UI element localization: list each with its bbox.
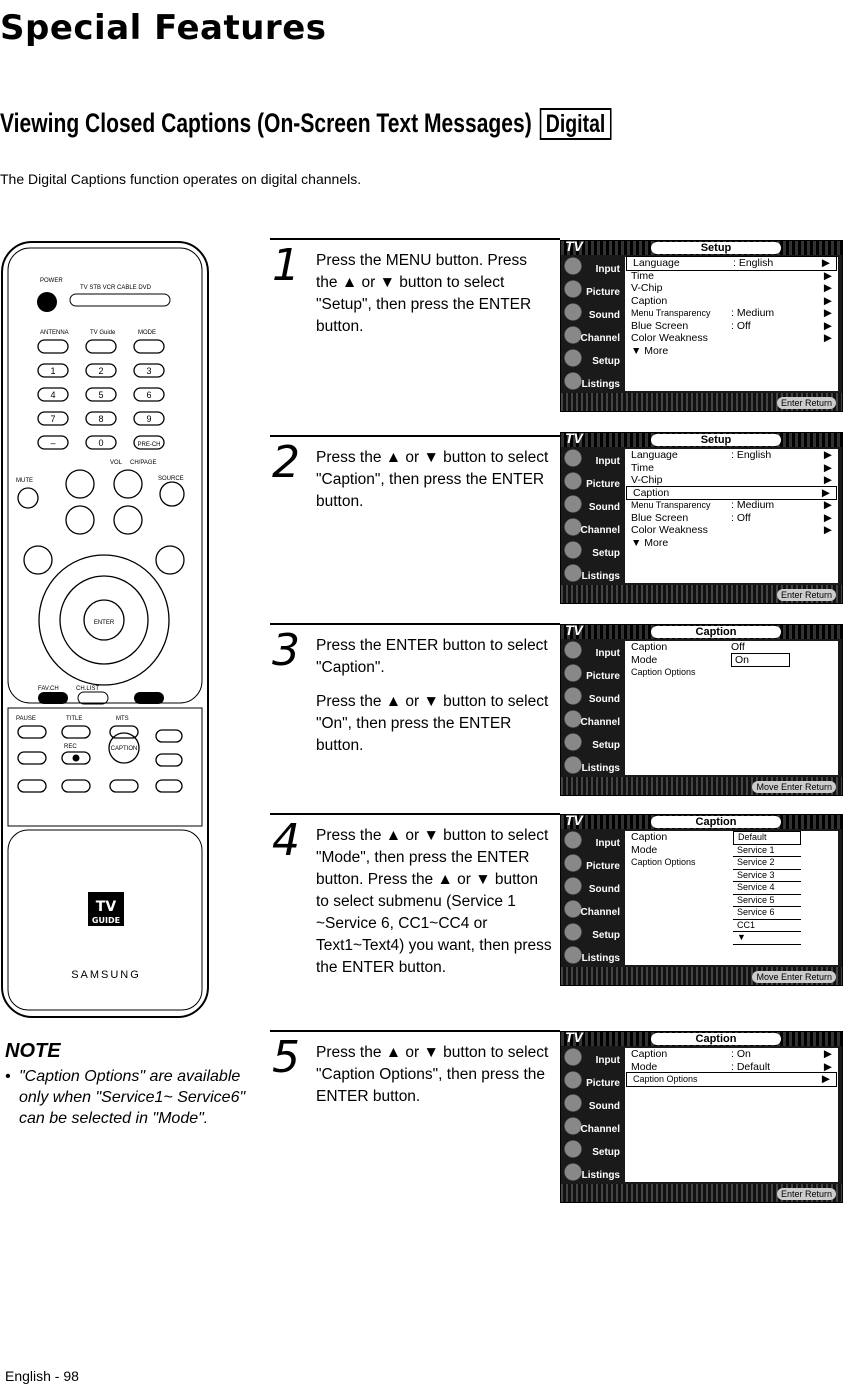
step-description: Press the ▲ or ▼ button to select "Caption", then press the ENTER button. bbox=[316, 449, 549, 510]
osd-sidebar-item-channel: Channel bbox=[561, 708, 623, 731]
remote-pause-label: PAUSE bbox=[16, 716, 36, 722]
osd-row-value: : Medium bbox=[731, 499, 775, 511]
osd-sidebar-item-listings: Listings bbox=[561, 754, 623, 777]
osd-sidebar-item-channel: Channel bbox=[561, 898, 623, 921]
remote-chpage-label: CH/PAGE bbox=[130, 460, 157, 466]
remote-key-7: 7 bbox=[50, 414, 56, 424]
osd-menu-row bbox=[625, 282, 838, 295]
note-text bbox=[5, 1066, 250, 1129]
osd-setup-2 bbox=[560, 432, 843, 604]
step-description: Press the ▲ or ▼ button to select "Mode", then press the ENTER button. Press the ▲ or ▼ button to select submenu (Service 1 ~Service 6, CC1~CC4 or Text1~Text4) you want, then press the ENTER button. bbox=[316, 827, 552, 976]
osd-menu-title: Caption bbox=[651, 626, 781, 638]
page-heading bbox=[0, 108, 612, 140]
osd-row-value: : English bbox=[733, 257, 774, 269]
osd-row-arrow-icon: ▶ bbox=[823, 319, 832, 332]
osd-row-label: Caption Options bbox=[631, 857, 696, 867]
osd-sidebar-item-input: Input bbox=[561, 1046, 623, 1069]
remote-key-9: 9 bbox=[146, 414, 152, 424]
osd-sidebar-item-sound: Sound bbox=[561, 875, 623, 898]
osd-menu-panel bbox=[625, 257, 838, 391]
osd-header-bar bbox=[561, 1032, 842, 1046]
osd-row-value: : Default bbox=[731, 1060, 771, 1073]
osd-footer-bar bbox=[561, 777, 842, 795]
osd-row-label: Color Weakness bbox=[631, 524, 708, 536]
osd-menu-row bbox=[625, 295, 838, 308]
osd-menu-row bbox=[625, 499, 838, 512]
osd-row-arrow-icon: ▶ bbox=[823, 449, 832, 461]
remote-title-label: TITLE bbox=[66, 716, 83, 722]
osd-sidebar-item-listings: Listings bbox=[561, 944, 623, 967]
osd-header-bar bbox=[561, 815, 842, 829]
note-body: "Caption Options" are available only when "Service1~ Service6" can be selected in "Mode". bbox=[19, 1068, 246, 1127]
osd-header-bar bbox=[561, 433, 842, 447]
remote-key-3: 3 bbox=[146, 366, 152, 376]
osd-sidebar-item-input: Input bbox=[561, 447, 623, 470]
osd-sidebar-item-setup: Setup bbox=[561, 921, 623, 944]
remote-key-prech: PRE-CH bbox=[137, 442, 161, 448]
step-number: 5 bbox=[272, 1032, 300, 1083]
osd-row-label: ▼ More bbox=[631, 344, 669, 357]
osd-footer-bar bbox=[561, 393, 842, 411]
osd-row-arrow-icon: ▶ bbox=[823, 1048, 832, 1060]
osd-menu-panel bbox=[625, 641, 838, 775]
osd-row-label: Blue Screen bbox=[631, 511, 689, 524]
osd-sidebar bbox=[561, 255, 623, 395]
remote-source-label: SOURCE bbox=[158, 476, 184, 482]
remote-caption-label: CAPTION bbox=[110, 746, 138, 752]
osd-sidebar-item-listings: Listings bbox=[561, 370, 623, 393]
osd-row-label: Time bbox=[631, 269, 654, 282]
osd-menu-row bbox=[625, 666, 838, 679]
osd-footer-bar bbox=[561, 585, 842, 603]
osd-row-label: Color Weakness bbox=[631, 332, 708, 344]
remote-brand: SAMSUNG bbox=[71, 969, 141, 981]
osd-row-arrow-icon: ▶ bbox=[823, 294, 832, 307]
remote-mode-label: MODE bbox=[138, 330, 156, 336]
page-footer: English - 98 bbox=[5, 1368, 79, 1384]
osd-sidebar-item-picture: Picture bbox=[561, 470, 623, 493]
tv-guide-logo bbox=[88, 892, 124, 926]
remote-tvguide-label: TV Guide bbox=[90, 330, 116, 336]
osd-sidebar-item-sound: Sound bbox=[561, 685, 623, 708]
osd-row-label: Caption bbox=[631, 831, 668, 843]
osd-menu-row bbox=[625, 856, 838, 869]
remote-key-8: 8 bbox=[98, 414, 104, 424]
osd-tv-logo: TV bbox=[565, 624, 583, 638]
osd-row-label: Mode bbox=[631, 843, 658, 856]
osd-menu-row bbox=[625, 449, 838, 462]
osd-sidebar-item-setup: Setup bbox=[561, 1138, 623, 1161]
svg-text:GUIDE: GUIDE bbox=[91, 916, 121, 925]
osd-mode-option: Service 4 bbox=[733, 882, 801, 895]
note-title: NOTE bbox=[5, 1040, 61, 1062]
osd-row-arrow-icon: ▶ bbox=[823, 499, 832, 511]
osd-menu-row bbox=[625, 1048, 838, 1061]
osd-menu-title: Caption bbox=[651, 816, 781, 828]
intro-text: The Digital Captions function operates on digital channels. bbox=[0, 171, 362, 187]
osd-row-label: V-Chip bbox=[631, 474, 663, 486]
osd-menu-panel bbox=[625, 449, 838, 583]
svg-text:TV: TV bbox=[95, 899, 117, 915]
osd-row-value: Off bbox=[731, 641, 745, 653]
osd-row-arrow-icon: ▶ bbox=[823, 511, 832, 524]
osd-footer-hints: Enter Return bbox=[777, 589, 836, 601]
osd-sidebar-item-listings: Listings bbox=[561, 562, 623, 585]
remote-favch-label: FAV.CH bbox=[38, 686, 59, 692]
osd-row-label: Menu Transparency bbox=[631, 500, 711, 510]
step-description: Press the MENU button. Press the ▲ or ▼ button to select "Setup", then press the ENTER button. bbox=[316, 252, 532, 335]
osd-row-label: Caption bbox=[631, 294, 668, 307]
osd-row-arrow-icon: ▶ bbox=[823, 269, 832, 282]
osd-tv-logo: TV bbox=[565, 240, 583, 254]
osd-sidebar-item-picture: Picture bbox=[561, 1069, 623, 1092]
osd-menu-row bbox=[627, 1073, 836, 1086]
osd-mode-option: CC1 bbox=[733, 920, 801, 933]
osd-menu-row bbox=[625, 537, 838, 550]
osd-sidebar-item-picture: Picture bbox=[561, 852, 623, 875]
osd-menu-row bbox=[625, 654, 838, 667]
osd-menu-row bbox=[625, 345, 838, 358]
osd-menu-title: Setup bbox=[651, 434, 781, 446]
osd-row-label: Language bbox=[633, 257, 680, 269]
osd-row-label: Menu Transparency bbox=[631, 308, 711, 318]
osd-row-label: Caption Options bbox=[631, 667, 696, 677]
osd-mode-option: Service 2 bbox=[733, 857, 801, 870]
osd-tv-logo: TV bbox=[565, 432, 583, 446]
remote-key-4: 4 bbox=[50, 390, 56, 400]
remote-antenna-label: ANTENNA bbox=[40, 330, 69, 336]
osd-sidebar-item-setup: Setup bbox=[561, 539, 623, 562]
osd-row-label: ▼ More bbox=[631, 536, 669, 549]
remote-sources-label: TV STB VCR CABLE DVD bbox=[80, 285, 152, 291]
digital-badge: Digital bbox=[540, 108, 612, 140]
step-number: 3 bbox=[272, 625, 300, 676]
osd-menu-panel bbox=[625, 1048, 838, 1182]
osd-row-arrow-icon: ▶ bbox=[821, 486, 830, 499]
osd-row-value: : Off bbox=[731, 511, 751, 524]
osd-row-arrow-icon: ▶ bbox=[823, 524, 832, 536]
osd-footer-hints: Enter Return bbox=[777, 397, 836, 409]
osd-header-bar bbox=[561, 625, 842, 639]
osd-mode-option: Default bbox=[733, 831, 801, 845]
step-number: 2 bbox=[272, 437, 300, 488]
step-description: Press the ENTER button to select "Caption". Press the ▲ or ▼ button to select "On", then press the ENTER button. bbox=[316, 637, 549, 754]
remote-rec-label: REC bbox=[64, 744, 77, 750]
osd-menu-row bbox=[625, 307, 838, 320]
remote-enter-label: ENTER bbox=[93, 620, 115, 626]
osd-sidebar-item-input: Input bbox=[561, 255, 623, 278]
osd-caption-3 bbox=[560, 624, 843, 796]
osd-menu-row bbox=[625, 512, 838, 525]
osd-row-arrow-icon: ▶ bbox=[823, 1060, 832, 1073]
osd-row-value: : Medium bbox=[731, 307, 775, 319]
osd-menu-row bbox=[625, 831, 838, 844]
osd-row-value: On bbox=[731, 653, 790, 667]
osd-row-label: V-Chip bbox=[631, 282, 663, 294]
osd-menu-row bbox=[625, 1061, 838, 1074]
osd-menu-row bbox=[625, 332, 838, 345]
remote-key-0: 0 bbox=[98, 438, 104, 448]
osd-sidebar-item-channel: Channel bbox=[561, 324, 623, 347]
osd-sidebar bbox=[561, 447, 623, 587]
remote-key-2: 2 bbox=[98, 366, 104, 376]
osd-row-label: Caption bbox=[633, 486, 670, 499]
osd-row-arrow-icon: ▶ bbox=[823, 474, 832, 486]
osd-footer-bar bbox=[561, 967, 842, 985]
osd-sidebar-item-input: Input bbox=[561, 639, 623, 662]
osd-row-arrow-icon: ▶ bbox=[821, 257, 830, 269]
osd-sidebar bbox=[561, 639, 623, 779]
osd-tv-logo: TV bbox=[565, 1031, 583, 1045]
osd-menu-row bbox=[625, 462, 838, 475]
osd-row-label: Mode bbox=[631, 1060, 658, 1073]
remote-chlist-label: CH.LIST bbox=[76, 686, 100, 692]
osd-menu-row bbox=[625, 844, 838, 857]
osd-menu-row bbox=[625, 270, 838, 283]
osd-sidebar-item-picture: Picture bbox=[561, 278, 623, 301]
osd-header-bar bbox=[561, 241, 842, 255]
osd-sidebar-item-channel: Channel bbox=[561, 516, 623, 539]
osd-menu-row bbox=[625, 474, 838, 487]
osd-caption-5 bbox=[560, 1031, 843, 1203]
osd-mode-options bbox=[733, 831, 801, 945]
remote-mts-label: MTS bbox=[116, 716, 129, 722]
osd-row-value: : On bbox=[731, 1048, 751, 1060]
note-bullet-icon: • bbox=[5, 1068, 11, 1085]
osd-mode-option: Service 1 bbox=[733, 845, 801, 858]
osd-tv-logo: TV bbox=[565, 814, 583, 828]
osd-sidebar-item-sound: Sound bbox=[561, 301, 623, 324]
osd-row-arrow-icon: ▶ bbox=[823, 307, 832, 319]
osd-sidebar-item-sound: Sound bbox=[561, 493, 623, 516]
osd-menu-row bbox=[625, 524, 838, 537]
step-number: 4 bbox=[272, 815, 300, 866]
osd-row-arrow-icon: ▶ bbox=[821, 1073, 830, 1085]
osd-menu-row bbox=[627, 257, 836, 270]
osd-row-label: Caption bbox=[631, 641, 668, 653]
heading-text: Viewing Closed Captions (On-Screen Text Messages) bbox=[0, 108, 532, 138]
osd-sidebar-item-setup: Setup bbox=[561, 347, 623, 370]
section-title: Special Features bbox=[0, 8, 327, 48]
osd-footer-hints: Move Enter Return bbox=[752, 781, 836, 793]
osd-row-label: Blue Screen bbox=[631, 319, 689, 332]
osd-row-value: : Off bbox=[731, 319, 751, 332]
osd-mode-option: ▼ bbox=[733, 932, 801, 945]
remote-control-illustration bbox=[0, 240, 212, 1020]
osd-caption-4 bbox=[560, 814, 843, 986]
remote-key-1: 1 bbox=[50, 366, 56, 376]
osd-menu-panel bbox=[625, 831, 838, 965]
osd-menu-row bbox=[625, 641, 838, 654]
osd-row-arrow-icon: ▶ bbox=[823, 282, 832, 294]
remote-power-label: POWER bbox=[40, 278, 63, 284]
osd-footer-hints: Enter Return bbox=[777, 1188, 836, 1200]
osd-sidebar bbox=[561, 829, 623, 969]
osd-mode-option: Service 6 bbox=[733, 907, 801, 920]
osd-row-arrow-icon: ▶ bbox=[823, 461, 832, 474]
osd-row-label: Language bbox=[631, 449, 678, 461]
osd-mode-option: Service 3 bbox=[733, 870, 801, 883]
osd-row-value: : English bbox=[731, 449, 772, 461]
osd-menu-row bbox=[627, 487, 836, 500]
osd-mode-option: Service 5 bbox=[733, 895, 801, 908]
osd-footer-hints: Move Enter Return bbox=[752, 971, 836, 983]
osd-sidebar-item-sound: Sound bbox=[561, 1092, 623, 1115]
remote-key-5: 5 bbox=[98, 390, 104, 400]
osd-menu-row bbox=[625, 320, 838, 333]
osd-row-label: Mode bbox=[631, 653, 658, 666]
remote-key-dash: – bbox=[50, 438, 56, 448]
osd-row-label: Caption bbox=[631, 1048, 668, 1060]
osd-sidebar bbox=[561, 1046, 623, 1186]
osd-row-arrow-icon: ▶ bbox=[823, 332, 832, 344]
step-number: 1 bbox=[272, 240, 300, 291]
remote-key-6: 6 bbox=[146, 390, 152, 400]
osd-sidebar-item-channel: Channel bbox=[561, 1115, 623, 1138]
osd-row-label: Caption Options bbox=[633, 1074, 698, 1084]
osd-setup-1 bbox=[560, 240, 843, 412]
osd-sidebar-item-listings: Listings bbox=[561, 1161, 623, 1184]
osd-menu-title: Setup bbox=[651, 242, 781, 254]
osd-footer-bar bbox=[561, 1184, 842, 1202]
osd-sidebar-item-setup: Setup bbox=[561, 731, 623, 754]
osd-sidebar-item-picture: Picture bbox=[561, 662, 623, 685]
remote-mute-label: MUTE bbox=[16, 478, 33, 484]
remote-vol-label: VOL bbox=[110, 460, 123, 466]
power-icon bbox=[37, 292, 57, 312]
osd-menu-title: Caption bbox=[651, 1033, 781, 1045]
step-description: Press the ▲ or ▼ button to select "Caption Options", then press the ENTER button. bbox=[316, 1044, 549, 1105]
osd-sidebar-item-input: Input bbox=[561, 829, 623, 852]
osd-row-label: Time bbox=[631, 461, 654, 474]
